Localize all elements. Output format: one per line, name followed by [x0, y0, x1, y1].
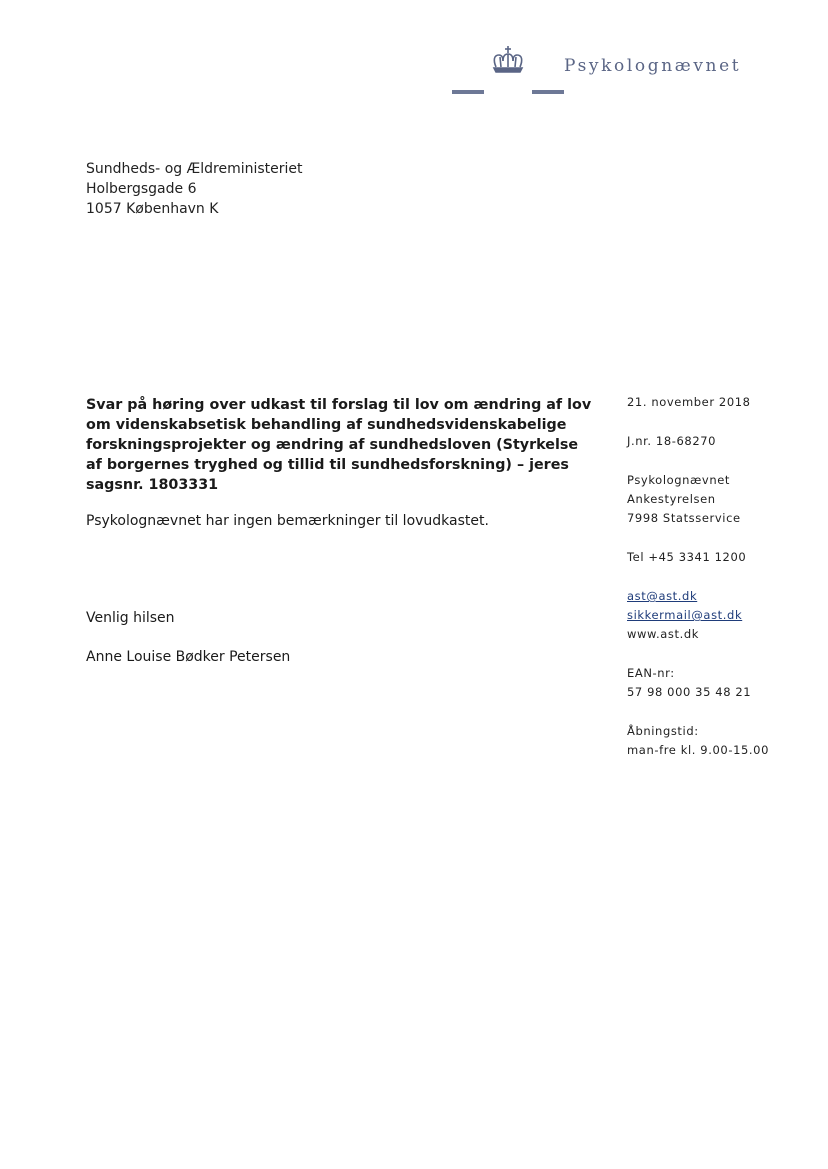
sender-name: Psykolognævnet [627, 473, 731, 487]
recipient-address [86, 159, 303, 219]
organization-name: Psykolognævnet [564, 56, 742, 76]
letterhead-bar-left [452, 90, 484, 94]
letterhead-bar-right [532, 90, 564, 94]
sender-address: 7998 Statsservice [627, 511, 741, 525]
signature-name: Anne Louise Bødker Petersen [86, 649, 291, 665]
ean-label: EAN-nr: [627, 666, 675, 680]
email-link[interactable]: ast@ast.dk [627, 589, 698, 603]
website: www.ast.dk [627, 627, 699, 641]
recipient-line-1: Sundheds- og Ældreministeriet [86, 161, 303, 177]
letterhead [440, 44, 820, 104]
sender-agency: Ankestyrelsen [627, 492, 716, 506]
secure-email-link[interactable]: sikkermail@ast.dk [627, 608, 743, 622]
letter-date: 21. november 2018 [627, 395, 751, 409]
letter-body: Psykolognævnet har ingen bemærkninger til lovudkastet. [86, 513, 489, 529]
crown-icon [490, 44, 526, 76]
recipient-line-2: Holbergsgade 6 [86, 181, 197, 197]
closing-greeting: Venlig hilsen [86, 610, 175, 626]
journal-number: J.nr. 18-68270 [627, 434, 717, 448]
opening-hours-label: Åbningstid: [627, 724, 699, 738]
opening-hours-value: man-fre kl. 9.00-15.00 [627, 743, 769, 757]
letter-subject: Svar på høring over udkast til forslag til lov om ændring af lov om videnskabsetisk behandling af sundhedsvidenskabelige forskningsprojekter og ændring af sundhedsloven (Styrkelse af borgernes tryghed og tillid til sundhedsforskning) – jeres sagsnr. 1803331 [86, 397, 592, 493]
phone-number: Tel +45 3341 1200 [627, 550, 747, 564]
recipient-line-3: 1057 København K [86, 201, 219, 217]
ean-value: 57 98 000 35 48 21 [627, 685, 752, 699]
